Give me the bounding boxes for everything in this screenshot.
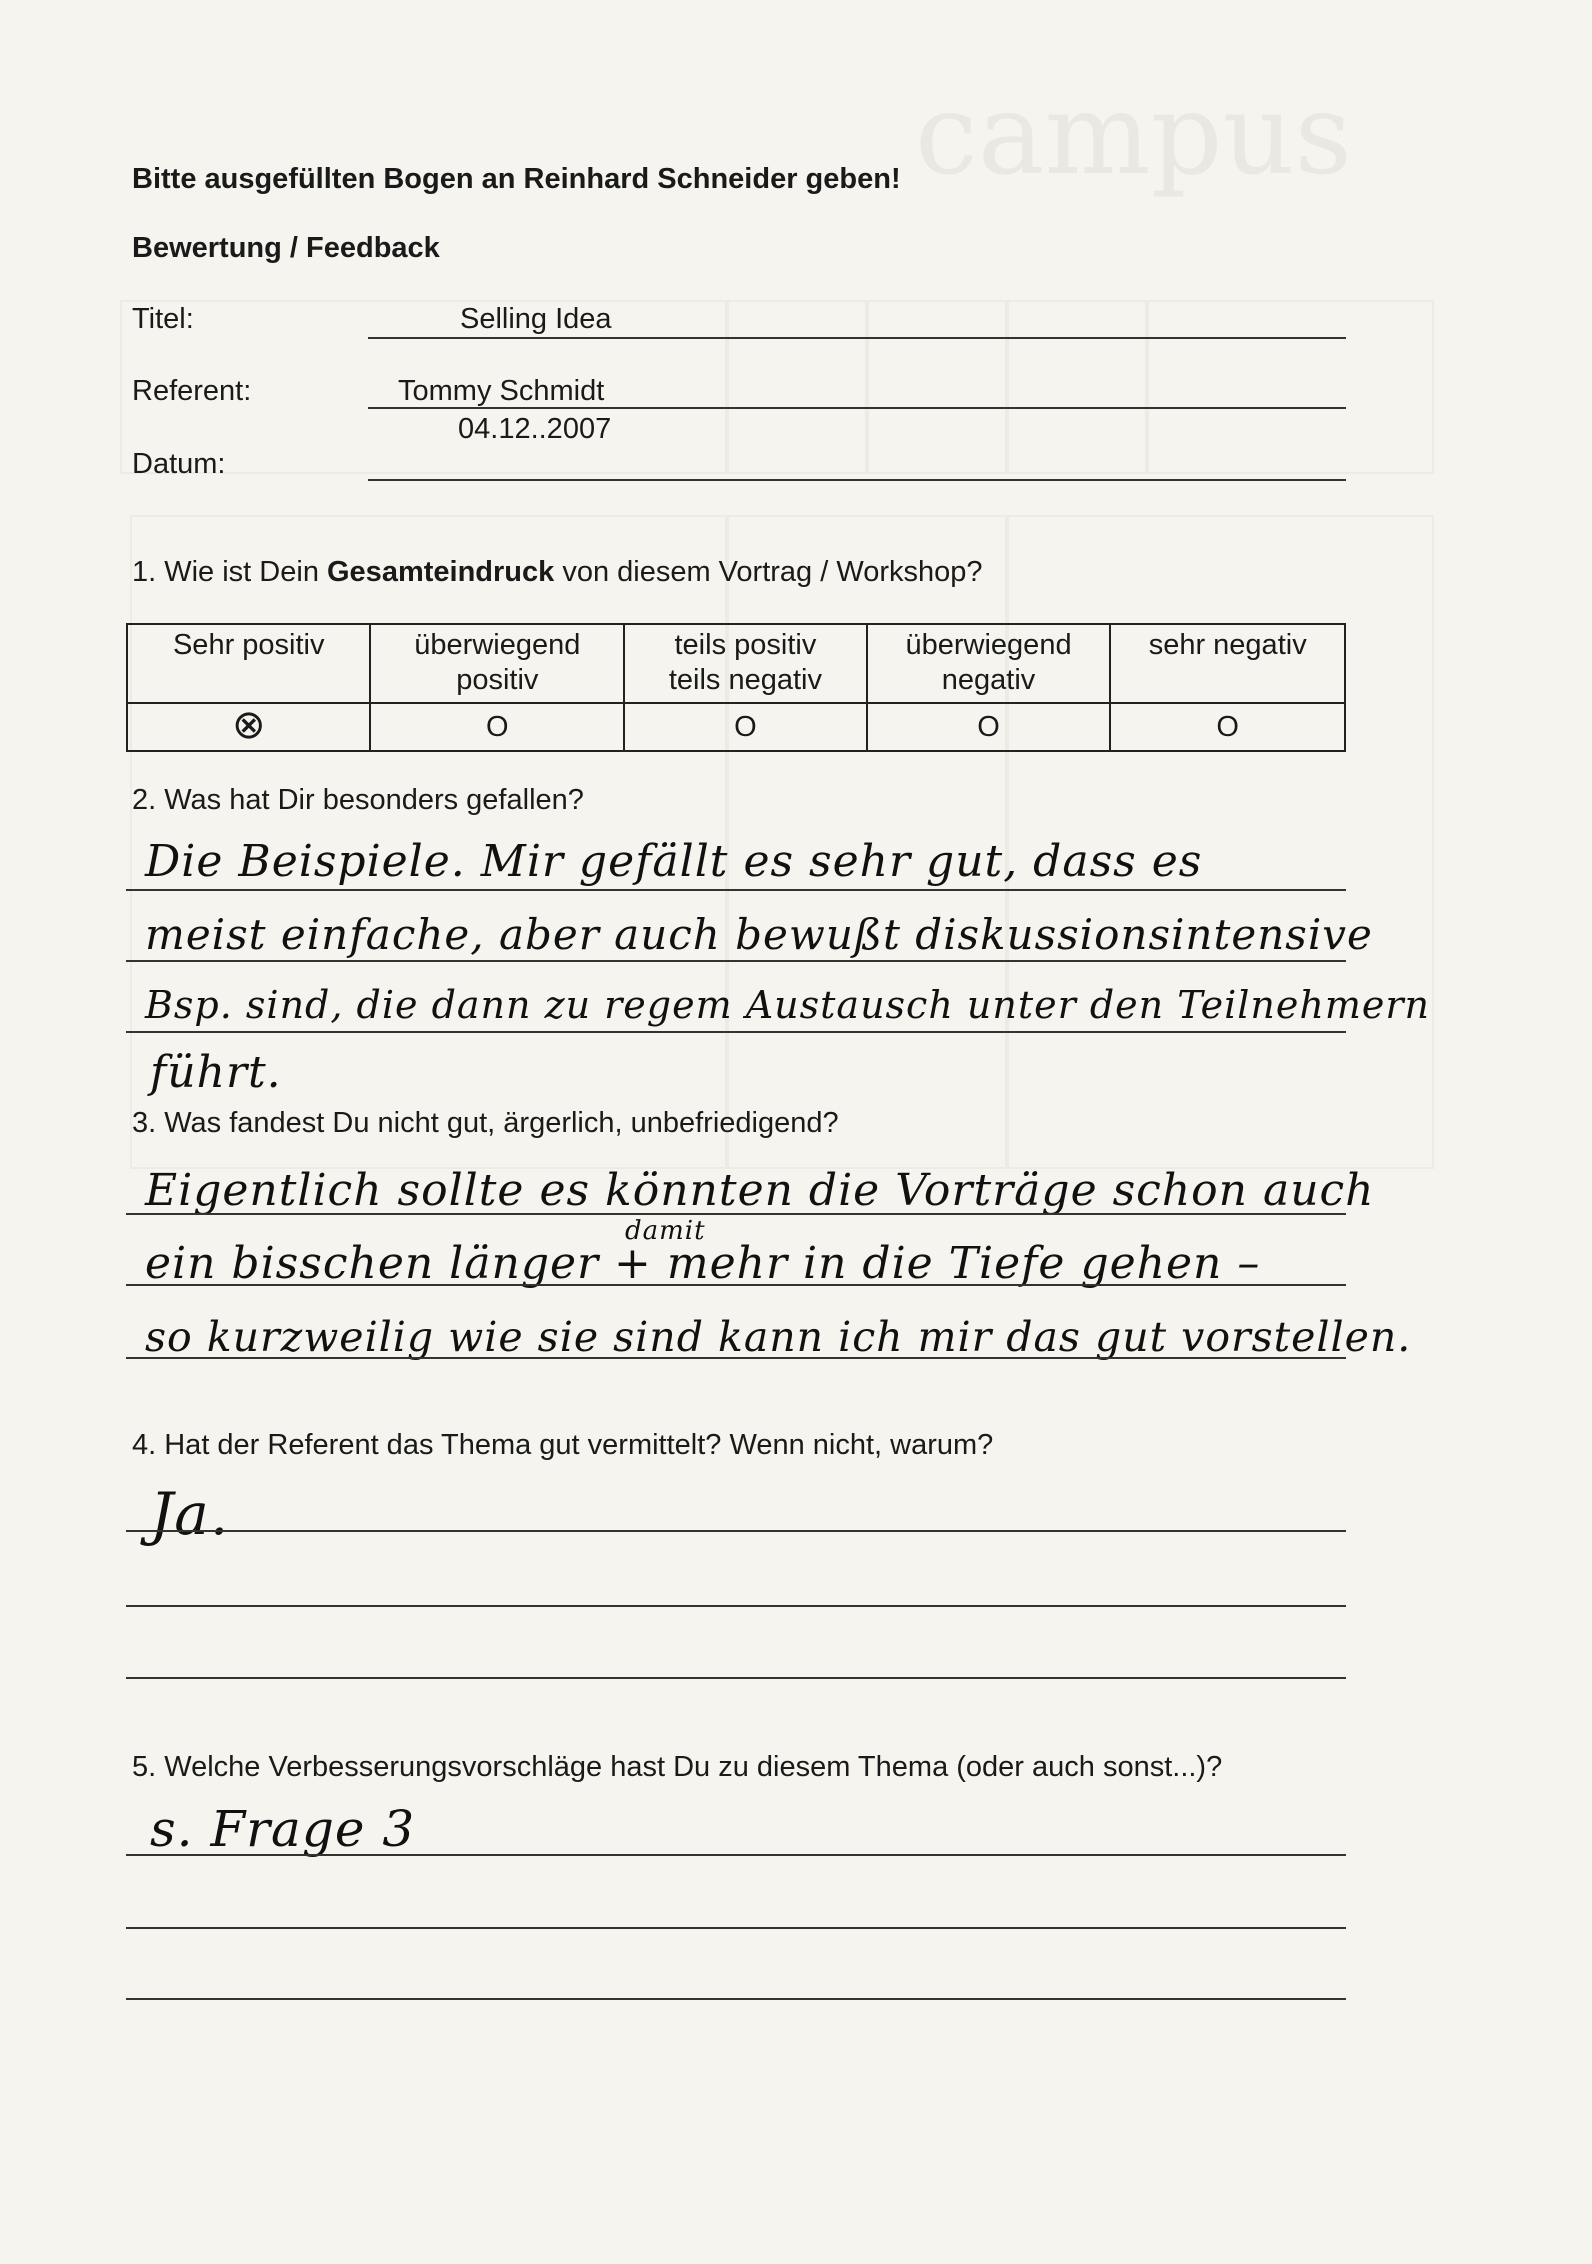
- answer-underline: [126, 1284, 1346, 1286]
- q3-answer-line[interactable]: so kurzweilig wie sie sind kann ich mir das gut vorstellen.: [145, 1313, 1412, 1361]
- answer-underline: [126, 1357, 1346, 1359]
- referent-underline: [368, 407, 1346, 409]
- answer-underline: [126, 889, 1346, 891]
- rating-checkbox[interactable]: O: [370, 703, 624, 751]
- answer-underline: [126, 1213, 1346, 1215]
- overall-rating-table: [126, 623, 1346, 752]
- rating-option-header: sehr negativ: [1110, 624, 1345, 703]
- q3-answer-line[interactable]: Eigentlich sollte es könnten die Vorträge schon auch: [145, 1165, 1375, 1216]
- q4-question: 4. Hat der Referent das Thema gut vermittelt? Wenn nicht, warum?: [132, 1429, 994, 1461]
- answer-underline: [126, 1530, 1346, 1532]
- datum-label: Datum:: [132, 448, 226, 480]
- q2-answer-line[interactable]: Bsp. sind, die dann zu regem Austausch unter den Teilnehmern: [145, 983, 1430, 1027]
- titel-label: Titel:: [132, 303, 194, 335]
- rating-option-header: überwiegend negativ: [867, 624, 1111, 703]
- watermark-logo: campus: [915, 70, 1353, 200]
- q3-insertion: damit: [625, 1216, 706, 1246]
- rating-checkbox[interactable]: O: [867, 703, 1111, 751]
- q5-answer-line[interactable]: s. Frage 3: [150, 1800, 416, 1858]
- referent-value[interactable]: Tommy Schmidt: [398, 375, 605, 407]
- answer-underline: [126, 1605, 1346, 1607]
- answer-underline: [126, 1854, 1346, 1856]
- q4-answer-line[interactable]: Ja.: [150, 1480, 230, 1548]
- rating-checkbox[interactable]: O: [624, 703, 867, 751]
- titel-underline: [368, 337, 1346, 339]
- rating-option-header: überwiegend positiv: [370, 624, 624, 703]
- answer-underline: [126, 1927, 1346, 1929]
- referent-label: Referent:: [132, 375, 252, 407]
- datum-underline: [368, 479, 1346, 481]
- q2-answer-line[interactable]: führt.: [150, 1047, 282, 1098]
- q2-answer-line[interactable]: Die Beispiele. Mir gefällt es sehr gut, dass es: [145, 836, 1203, 887]
- answer-underline: [126, 960, 1346, 962]
- answer-underline: [126, 1677, 1346, 1679]
- rating-option-header: Sehr positiv: [127, 624, 370, 703]
- q3-question: 3. Was fandest Du nicht gut, ärgerlich, unbefriedigend?: [132, 1107, 839, 1139]
- rating-checkbox[interactable]: O: [1110, 703, 1345, 751]
- q2-answer-line[interactable]: meist einfache, aber auch bewußt diskussionsintensive: [145, 910, 1373, 959]
- q5-question: 5. Welche Verbesserungsvorschläge hast Du zu diesem Thema (oder auch sonst...)?: [132, 1751, 1223, 1783]
- q2-question: 2. Was hat Dir besonders gefallen?: [132, 784, 584, 816]
- datum-value[interactable]: 04.12..2007: [458, 413, 612, 445]
- titel-value[interactable]: Selling Idea: [460, 303, 612, 335]
- instruction-text: Bitte ausgefüllten Bogen an Reinhard Schneider geben!: [132, 163, 901, 195]
- form-title: Bewertung / Feedback: [132, 232, 440, 264]
- rating-option-header: teils positiv teils negativ: [624, 624, 867, 703]
- q1-question: 1. Wie ist Dein Gesamteindruck von diesem Vortrag / Workshop?: [132, 556, 983, 588]
- answer-underline: [126, 1998, 1346, 2000]
- answer-underline: [126, 1031, 1346, 1033]
- q3-answer-line[interactable]: ein bisschen länger + mehr in die Tiefe gehen –: [145, 1238, 1261, 1289]
- rating-checkbox-selected[interactable]: [127, 703, 370, 751]
- crossed-circle-mark: ⊗: [231, 702, 266, 748]
